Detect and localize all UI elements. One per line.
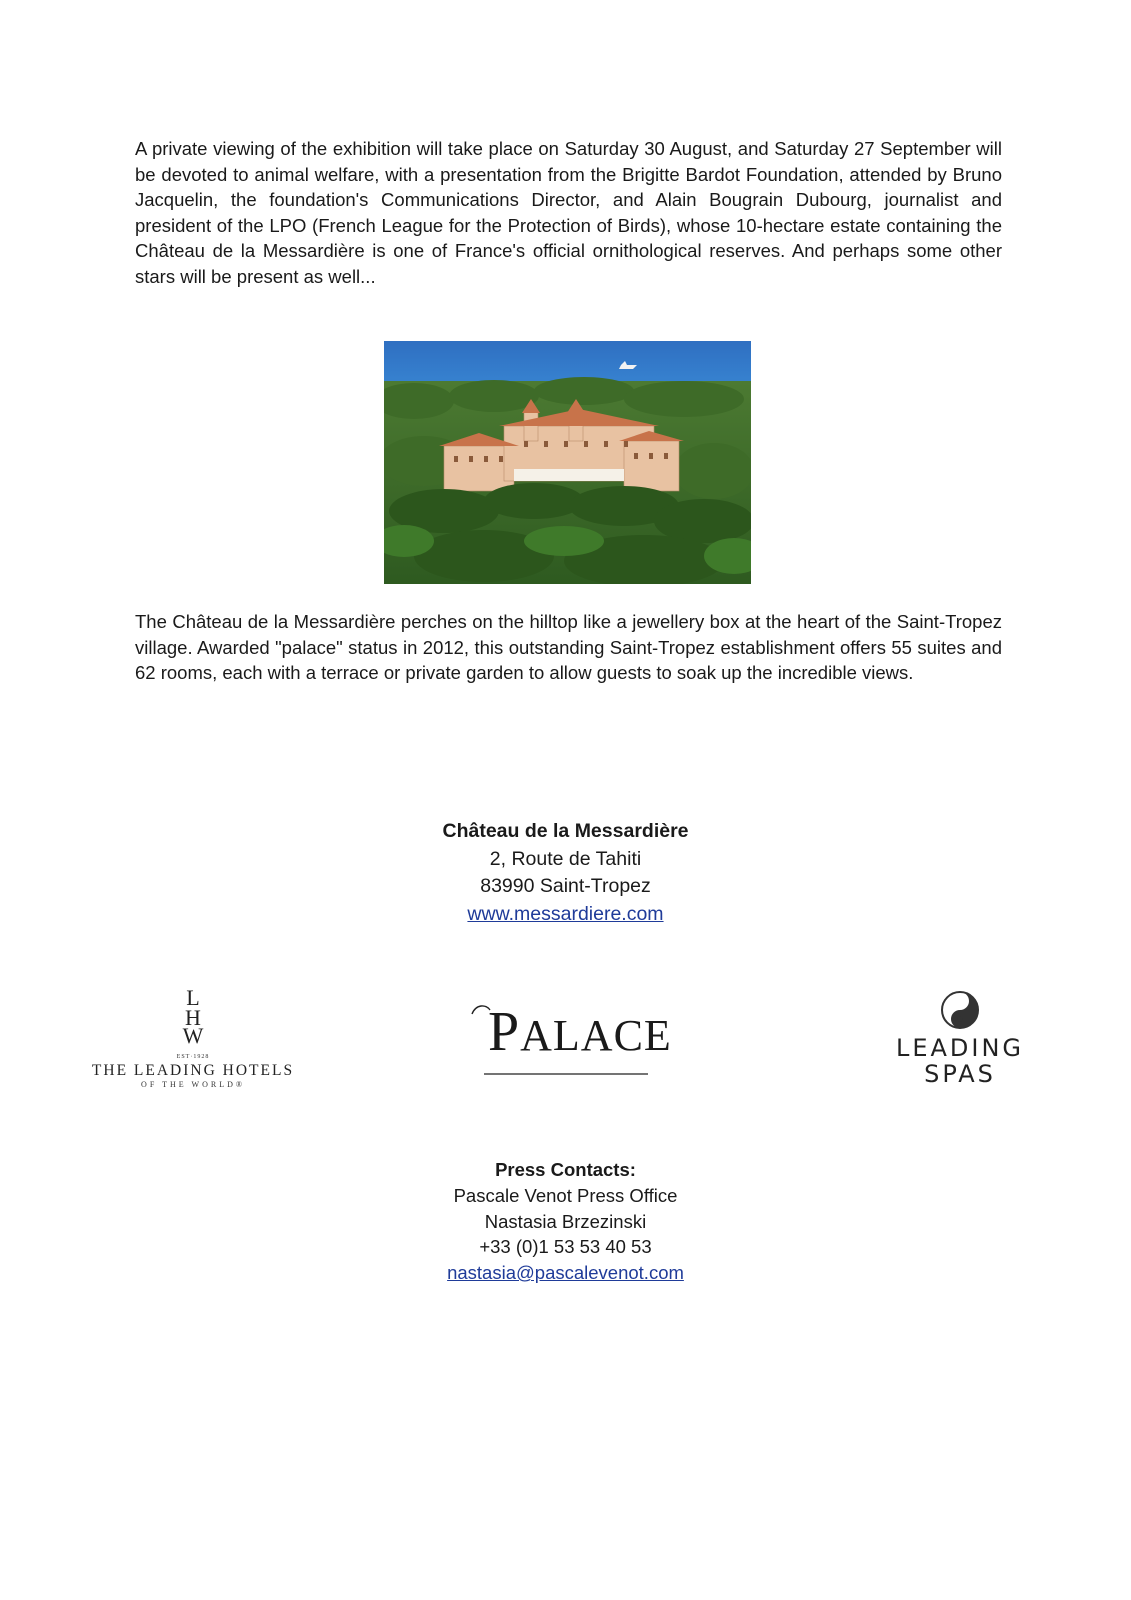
press-office: Pascale Venot Press Office [453, 1184, 678, 1206]
hotel-name: Château de la Messardière [442, 820, 689, 842]
press-contacts [0, 1157, 1131, 1286]
leading-spas-logo [880, 990, 1040, 1090]
lhw-est: EST·1928 [176, 1054, 210, 1060]
contact-email-link[interactable]: nastasia@pascalevenot.com [447, 1262, 684, 1284]
leading-hotels-logo [85, 985, 301, 1095]
city-address: 83990 Saint-Tropez [480, 875, 651, 897]
svg-text:L: L [186, 985, 200, 1010]
paragraph-chateau-description: The Château de la Messardière perches on the hilltop like a jewellery box at the heart of the Saint-Tropez village. Awarded "palace" status in 2012, this outstanding Saint-Tropez establishment offers 55 suites and 62 rooms, each with a terrace or private garden to allow guests to soak up the incredible views. [135, 611, 1002, 684]
chateau-photo [384, 341, 751, 584]
spas-line1: LEADING [895, 1034, 1025, 1062]
street-address: 2, Route de Tahiti [489, 847, 642, 870]
address-block [0, 818, 1131, 928]
lhw-sub: OF THE WORLD® [141, 1080, 245, 1089]
website-link[interactable]: www.messardiere.com [467, 902, 664, 925]
contact-person: Nastasia Brzezinski [484, 1210, 647, 1232]
spas-line2: SPAS [924, 1060, 996, 1088]
svg-text:H: H [185, 1005, 201, 1030]
palace-logo [468, 1001, 672, 1082]
yin-yang-icon [940, 990, 980, 1030]
contact-phone: +33 (0)1 53 53 40 53 [479, 1236, 652, 1258]
paragraph-private-viewing: A private viewing of the exhibition will take place on Saturday 30 August, and Saturday 27 September will be devoted to animal welfare, with a presentation from the Brigitte Bardot Foundation, attended by Bruno Jacquelin, the foundation's Communications Director, and Alain Bougrain Dubourg, journalist and president of the LPO (French League for the Protection of Birds), whose 10-hectare estate containing the Château de la Messardière is one of France's official ornithological reserves. And perhaps some other stars will be present as well... [135, 138, 1002, 287]
lhw-monogram-icon [171, 985, 215, 1049]
svg-text:W: W [182, 1023, 204, 1048]
press-contacts-heading: Press Contacts: [495, 1159, 636, 1180]
lhw-name: THE LEADING HOTELS [91, 1062, 295, 1079]
palace-wordmark: PALACE [488, 1001, 672, 1063]
